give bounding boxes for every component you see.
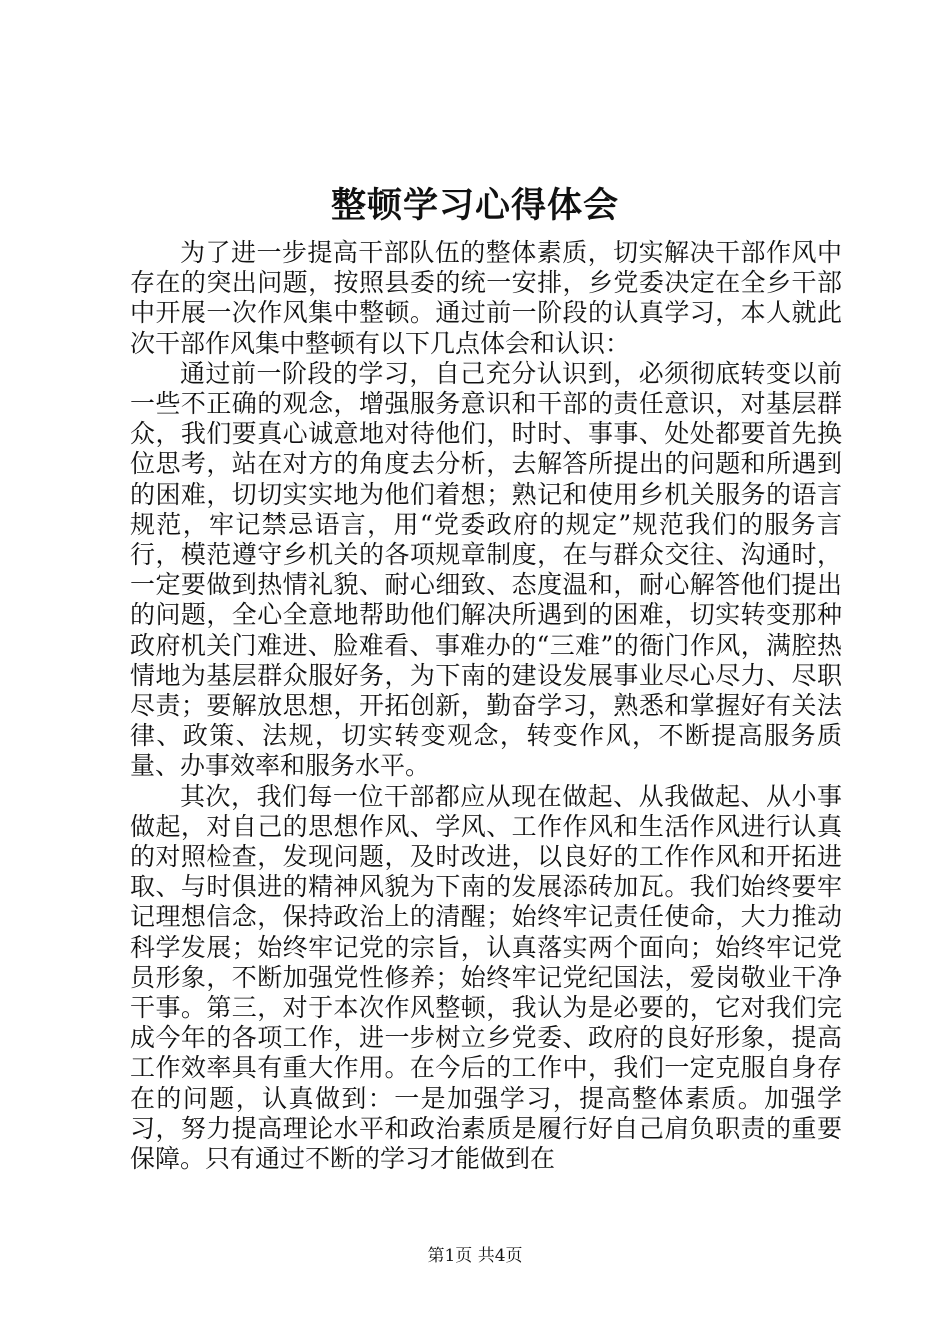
paragraph-first-point: 通过前一阶段的学习，自己充分认识到，必须彻底转变以前一些不正确的观念，增强服务意识和干部的责任意识，对基层群众，我们要真心诚意地对待他们，时时、事事、处处都要首先换位思考，站在对方的角度去分析，去解答所提出的问题和所遇到的困难，切切实实地为他们着想；熟记和使用乡机关服务的语言规范，牢记禁忌语言，用“党委政府的规定”规范我们的服务言行，模范遵守乡机关的各项规章制度，在与群众交往、沟通时，一定要做到热情礼貌、耐心细致、态度温和，耐心解答他们提出的问题，全心全意地帮助他们解决所遇到的困难，切实转变那种政府机关门难进、脸难看、事难办的“三难”的衙门作风，满腔热情地为基层群众服好务，为下南的建设发展事业尽心尽力、尽职尽责；要解放思想，开拓创新，勤奋学习，熟悉和掌握好有关法律、政策、法规，切实转变观念，转变作风，不断提高服务质量、办事效率和服务水平。 <box>130 358 842 781</box>
page-indicator: 第1页 共4页 <box>427 1246 523 1266</box>
paragraph-intro: 为了进一步提高干部队伍的整体素质，切实解决干部作风中存在的突出问题，按照县委的统一安排，乡党委决定在全乡干部中开展一次作风集中整顿。通过前一阶段的认真学习，本人就此次干部作风集中整顿有以下几点体会和认识： <box>130 238 842 358</box>
document-title: 整顿学习心得体会 <box>330 185 619 226</box>
document-body <box>130 238 842 1174</box>
paragraph-second-point: 其次，我们每一位干部都应从现在做起、从我做起、从小事做起，对自己的思想作风、学风、工作作风和生活作风进行认真的对照检查，发现问题，及时改进，以良好的工作作风和开拓进取、与时俱进的精神风貌为下南的发展添砖加瓦。我们始终要牢记理想信念，保持政治上的清醒；始终牢记责任使命，大力推动科学发展；始终牢记党的宗旨，认真落实两个面向；始终牢记党员形象，不断加强党性修养；始终牢记党纪国法，爱岗敬业干净干事。第三，对于本次作风整顿，我认为是必要的，它对我们完成今年的各项工作，进一步树立乡党委、政府的良好形象，提高工作效率具有重大作用。在今后的工作中，我们一定克服自身存在的问题，认真做到：一是加强学习，提高整体素质。加强学习，努力提高理论水平和政治素质是履行好自己肩负职责的重要保障。只有通过不断的学习才能做到在 <box>130 781 842 1174</box>
page-footer <box>0 1244 950 1268</box>
